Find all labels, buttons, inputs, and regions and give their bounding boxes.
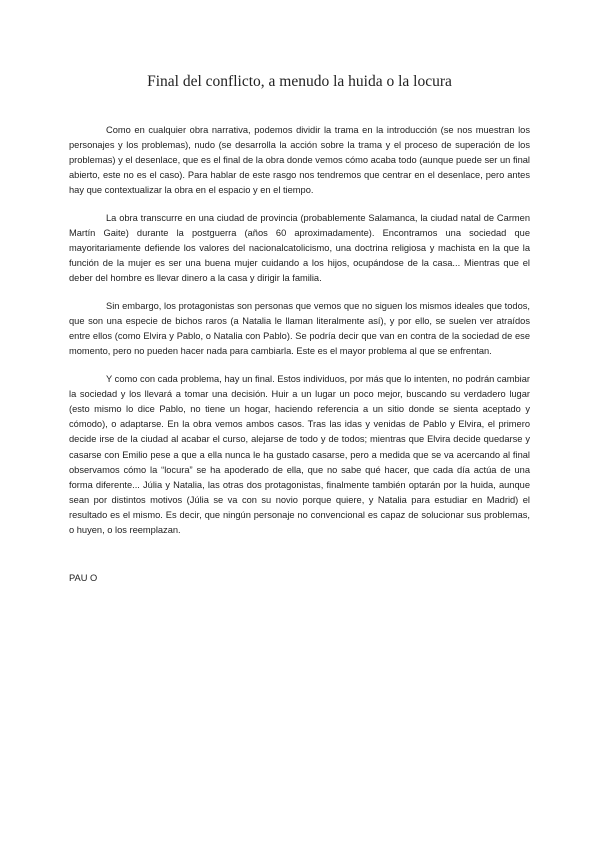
document-title: Final del conflicto, a menudo la huida o la locura — [147, 73, 452, 90]
paragraph-context: La obra transcurre en una ciudad de provincia (probablemente Salamanca, la ciudad natal de Carmen Martín Gaite) durante la postguerra (años 60 aproximadamente). Encontramos una sociedad que mayoritariamente defiende los valores del nacionalcatolicismo, una doctrina religiosa y machista en la que la función de la mujer es ser una buena mujer cuidando a los hijos, ocupándose de la casa... Mientras que el deber del hombre es llevar dinero a la casa y dirigir la familia. — [69, 213, 530, 284]
author-signature: PAU O — [69, 573, 98, 583]
paragraph-ending: Y como con cada problema, hay un final. Estos individuos, por más que lo intenten, no podrán cambiar la sociedad y los llevará a tomar una decisión. Huir a un lugar un poco mejor, buscando su verdadero lugar (esto mismo lo dice Pablo, no tiene un hogar, haciendo referencia a un sitio donde se sienta aceptado y cómodo), o adaptarse. En la obra vemos ambos casos. Tras las idas y venidas de Pablo y Elvira, el primero decide irse de la ciudad al acabar el curso, alejarse de todo y de todos; mientras que Elvira decide quedarse y casarse con Emilio pese a que a ella nunca le ha gustado casarse, pero a medida que se va acercando al final observamos cómo la “locura” se ha apoderado de ella, que no sabe qué hacer, que cada día actúa de una forma diferente... Júlia y Natalia, las otras dos protagonistas, finalmente también optarán por la huida, aunque sean por distintos motivos (Júlia se va con su novio porque quiere, y Natalia para estudiar en Madrid) el resultado es el mismo. Es decir, que ningún personaje no convencional es capaz de solucionar sus problemas, o huyen, o los reemplazan. — [69, 374, 530, 536]
document-body — [69, 123, 530, 551]
paragraph-introduction: Como en cualquier obra narrativa, podemos dividir la trama en la introducción (se nos muestran los personajes y los problemas), nudo (se desarrolla la acción sobre la trama y el proceso de superación de los problemas) y el desenlace, que es el final de la obra donde vemos cómo acaba todo (aunque puede ser un final abierto, este no es el caso). Para hablar de este rasgo nos tendremos que centrar en el desenlace, pero antes hay que contextualizar la obra en el espacio y en el tiempo. — [69, 125, 530, 196]
paragraph-protagonists: Sin embargo, los protagonistas son personas que vemos que no siguen los mismos ideales que todos, que son una especie de bichos raros (a Natalia le llaman literalmente así), y por ello, se suelen ver atraídos entre ellos (como Elvira y Pablo, o Natalia con Pablo). Se podría decir que van en contra de la sociedad de ese momento, pero no pueden hacer nada para cambiarla. Este es el mayor problema al que se enfrentan. — [69, 301, 530, 357]
